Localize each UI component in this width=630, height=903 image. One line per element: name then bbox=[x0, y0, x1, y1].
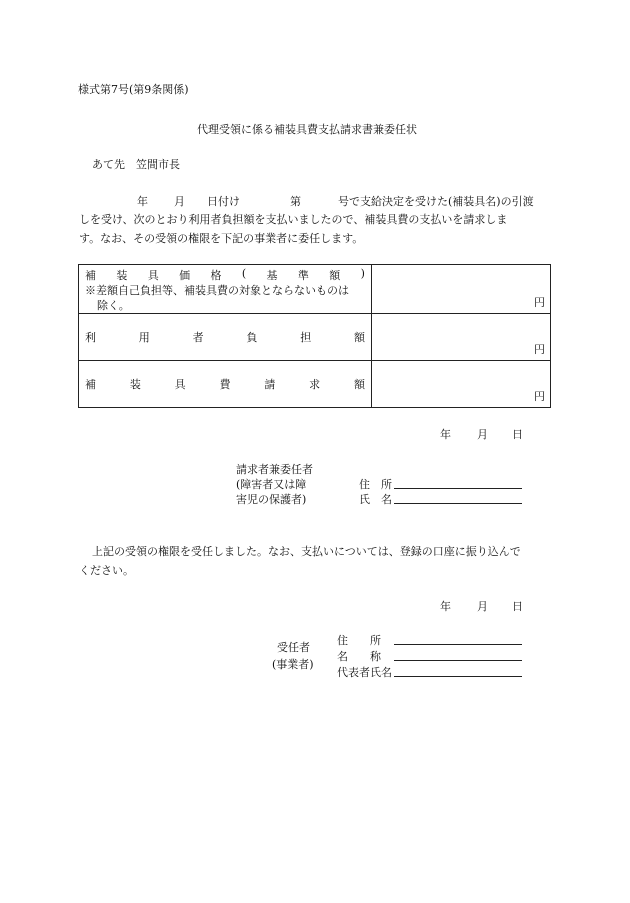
label-char: 準 bbox=[297, 269, 309, 282]
claimant-subheading-1: (障害者又は障 bbox=[236, 478, 307, 491]
date-day-label: 日 bbox=[512, 428, 523, 441]
table-row bbox=[79, 265, 551, 314]
amount-field-standard-price[interactable] bbox=[372, 265, 551, 314]
intro-month-label: 月 bbox=[174, 195, 185, 208]
note-line-2: 除く。 bbox=[97, 299, 130, 312]
agent-address-field[interactable] bbox=[394, 631, 522, 645]
form-number: 様式第7号(第9条関係) bbox=[78, 83, 189, 96]
agent-representative-label: 代表者氏名 bbox=[337, 666, 392, 679]
label-char: 利 bbox=[85, 331, 96, 344]
label-standard-price bbox=[79, 265, 371, 283]
label-char: 負 bbox=[246, 331, 258, 344]
label-char: ( bbox=[241, 267, 247, 280]
agent-name-label: 名 称 bbox=[337, 650, 381, 663]
intro-line-2: しを受け、次のとおり利用者負担額を支払いましたので、補装具費の支払いを請求しま bbox=[79, 213, 508, 226]
label-char: 格 bbox=[210, 269, 222, 282]
agent-address-label: 住 所 bbox=[337, 634, 381, 647]
table-row bbox=[79, 361, 551, 408]
label-char: 基 bbox=[266, 269, 278, 282]
acceptance-line-2: ください。 bbox=[79, 564, 134, 577]
yen-unit: 円 bbox=[534, 390, 545, 403]
agent-subheading: (事業者) bbox=[272, 658, 314, 671]
claimant-name-label: 氏 名 bbox=[359, 493, 392, 506]
claimant-subheading-2: 害児の保護者) bbox=[236, 493, 307, 506]
intro-line-1: 号で支給決定を受けた(補装具名)の引渡 bbox=[338, 195, 534, 208]
label-char: 担 bbox=[300, 331, 312, 344]
label-char: 具 bbox=[174, 378, 186, 391]
amount-table bbox=[78, 264, 551, 408]
yen-unit: 円 bbox=[534, 343, 545, 356]
agent-heading: 受任者 bbox=[277, 641, 310, 654]
label-char: 用 bbox=[138, 331, 150, 344]
label-char: 補 bbox=[85, 269, 96, 282]
label-char: 装 bbox=[129, 378, 141, 391]
agent-name-field[interactable] bbox=[394, 647, 522, 661]
date-month-label: 月 bbox=[477, 600, 488, 613]
amount-field-user-burden[interactable] bbox=[372, 314, 551, 361]
claimant-name-field[interactable] bbox=[394, 490, 522, 504]
intro-line-3: す。なお、その受領の権限を下記の事業者に委任します。 bbox=[79, 232, 364, 245]
label-char: 費 bbox=[219, 378, 231, 391]
label-char: 装 bbox=[116, 269, 128, 282]
label-char: 者 bbox=[192, 331, 204, 344]
label-char: 額 bbox=[329, 269, 341, 282]
table-row bbox=[79, 314, 551, 361]
label-char: 具 bbox=[147, 269, 159, 282]
label-cell-standard-price bbox=[79, 265, 372, 314]
label-claim-amount bbox=[79, 361, 371, 392]
label-char: 求 bbox=[309, 378, 321, 391]
intro-year-label: 年 bbox=[137, 195, 148, 208]
label-char: 請 bbox=[264, 378, 276, 391]
document-title: 代理受領に係る補装具費支払請求書兼委任状 bbox=[197, 123, 417, 136]
intro-date-label: 日付け bbox=[207, 195, 240, 208]
date-year-label: 年 bbox=[440, 600, 451, 613]
label-char: 額 bbox=[353, 378, 365, 391]
claimant-heading: 請求者兼委任者 bbox=[236, 463, 313, 476]
amount-field-claim-amount[interactable] bbox=[372, 361, 551, 408]
label-char: 額 bbox=[353, 331, 365, 344]
intro-number-prefix: 第 bbox=[290, 195, 301, 208]
date-year-label: 年 bbox=[440, 428, 451, 441]
note-line-1: ※差額自己負担等、補装具費の対象とならないものは bbox=[85, 284, 349, 297]
label-user-burden bbox=[79, 314, 371, 345]
date-month-label: 月 bbox=[477, 428, 488, 441]
agent-representative-field[interactable] bbox=[394, 663, 522, 677]
addressee: あて先 笠間市長 bbox=[92, 158, 180, 171]
yen-unit: 円 bbox=[534, 296, 545, 309]
label-cell-user-burden bbox=[79, 314, 372, 361]
label-cell-claim-amount bbox=[79, 361, 372, 408]
claimant-address-field[interactable] bbox=[394, 475, 522, 489]
label-char: ) bbox=[360, 267, 365, 280]
label-char: 価 bbox=[179, 269, 191, 282]
claimant-address-label: 住 所 bbox=[359, 478, 392, 491]
date-day-label: 日 bbox=[512, 600, 523, 613]
label-char: 補 bbox=[85, 378, 96, 391]
acceptance-line-1: 上記の受領の権限を受任しました。なお、支払いについては、登録の口座に振り込んで bbox=[92, 545, 521, 558]
